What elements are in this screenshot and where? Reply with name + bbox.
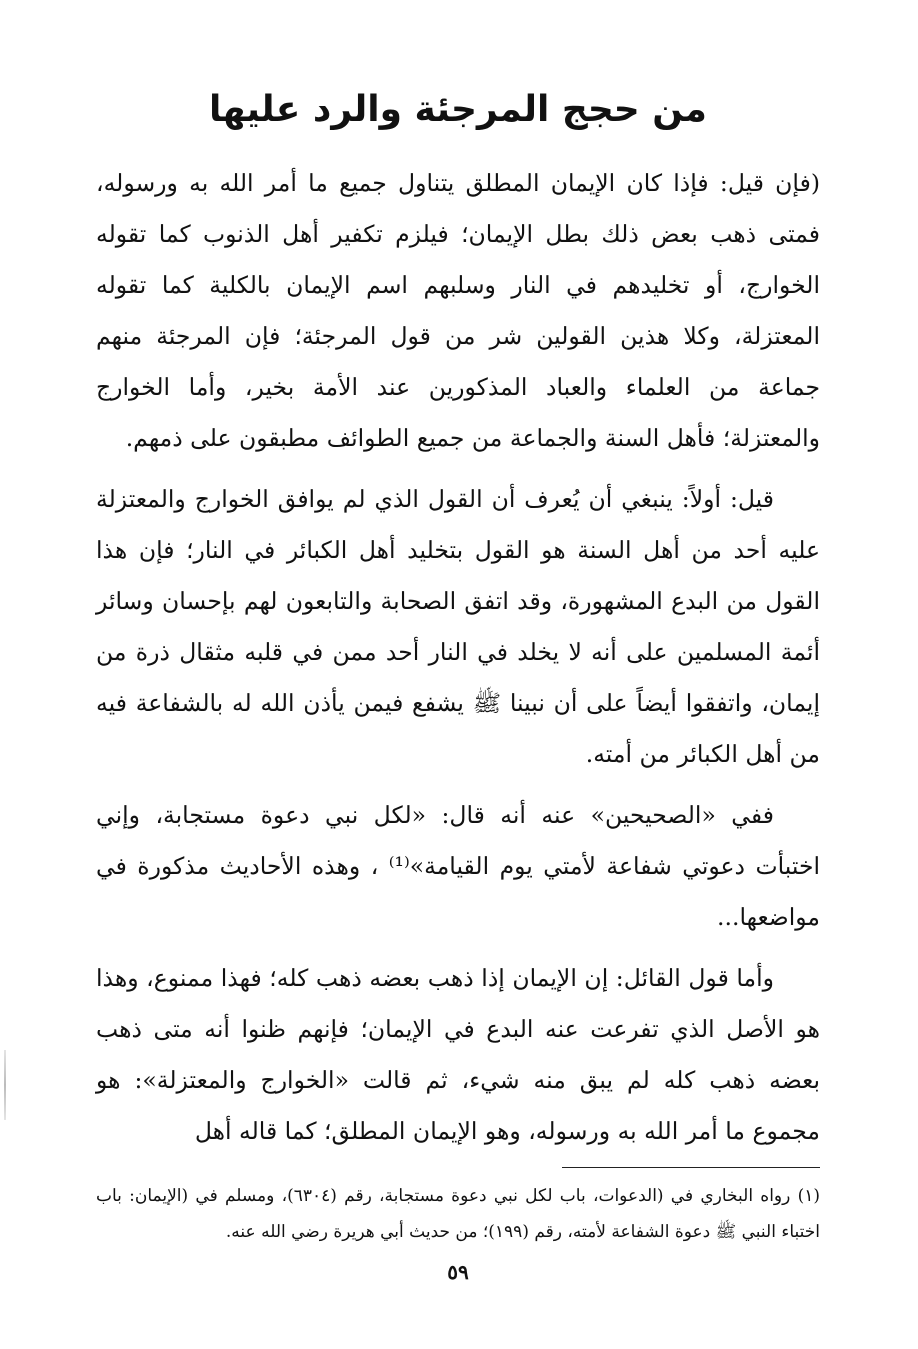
footnote-divider <box>562 1167 820 1168</box>
page-title: من حجج المرجئة والرد عليها <box>209 89 707 130</box>
footnote-1: (١) رواه البخاري في (الدعوات، باب لكل نبي دعوة مستجابة، رقم (٦٣٠٤)، ومسلم في (الإيمان: باب اختباء النبي ﷺ دعوة الشفاعة لأمته، رقم (١٩٩)؛ من حديث أبي هريرة رضي الله عنه. <box>96 1186 820 1242</box>
paragraph-objection: (فإن قيل: فإذا كان الإيمان المطلق يتناول جميع ما أمر الله به ورسوله، فمتى ذهب بعض ذلك بطل الإيمان؛ فيلزم تكفير أهل الذنوب كما تقوله الخوارج، أو تخليدهم في النار وسلبهم اسم الإيمان بالكلية كما تقوله المعتزلة، وكلا هذين القولين شر من قول المرجئة؛ فإن المرجئة منهم جماعة من العلماء والعباد المذكورين عند الأمة بخير، وأما الخوارج والمعتزلة؛ فأهل السنة والجماعة من جميع الطوائف مطبقون على ذمهم. <box>96 169 820 452</box>
book-page <box>96 80 820 1300</box>
paragraph-hadith: ففي «الصحيحين» عنه أنه قال: «لكل نبي دعوة مستجابة، وإني اختبأت دعوتي شفاعة لأمتي يوم القيامة»⁽¹⁾ ، وهذه الأحاديث مذكورة في مواضعها... <box>96 801 820 931</box>
footnotes <box>96 1178 820 1250</box>
page-number: ٥٩ <box>447 1260 469 1284</box>
scan-edge-mark <box>4 1050 6 1120</box>
paragraph-rebuttal: وأما قول القائل: إن الإيمان إذا ذهب بعضه ذهب كله؛ فهذا ممنوع، وهذا هو الأصل الذي تفرعت عنه البدع في الإيمان؛ فإنهم ظنوا أنه متى ذهب بعضه ذهب كله لم يبق منه شيء، ثم قالت «الخوارج والمعتزلة»: هو مجموع ما أمر الله به ورسوله، وهو الإيمان المطلق؛ كما قاله أهل <box>96 964 820 1145</box>
paragraph-answer: قيل: أولاً: ينبغي أن يُعرف أن القول الذي لم يوافق الخوارج والمعتزلة عليه أحد من أهل السنة هو القول بتخليد أهل الكبائر في النار؛ فإن هذا القول من البدع المشهورة، وقد اتفق الصحابة والتابعون لهم بإحسان وسائر أئمة المسلمين على أنه لا يخلد في النار أحد ممن في قلبه مثقال ذرة من إيمان، واتفقوا أيضاً على أن نبينا ﷺ يشفع فيمن يأذن الله له بالشفاعة فيه من أهل الكبائر من أمته. <box>96 485 820 768</box>
main-text <box>96 158 820 1157</box>
